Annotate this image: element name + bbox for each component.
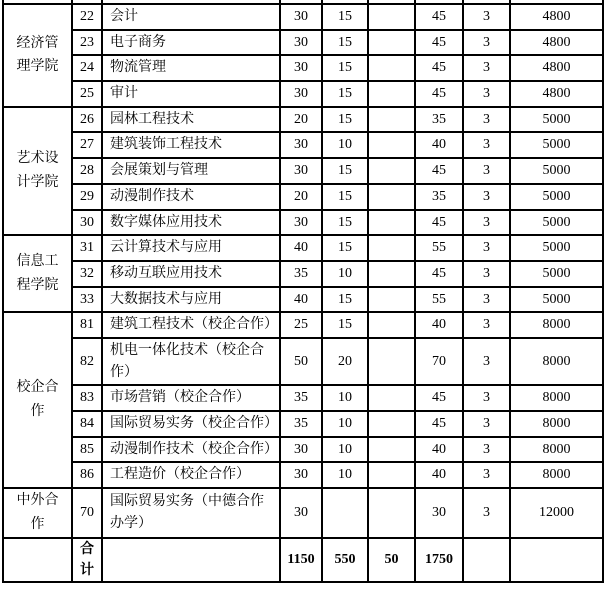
row-total-cell: 45 [415, 30, 463, 56]
plan-c-cell [368, 158, 415, 184]
row-number-cell: 84 [72, 411, 102, 437]
plan-a-cell: 30 [280, 488, 322, 538]
row-total-cell: 40 [415, 462, 463, 488]
row-number-cell: 27 [72, 132, 102, 158]
row-total-cell: 45 [415, 4, 463, 30]
plan-a-cell: 30 [280, 30, 322, 56]
table-row [3, 338, 603, 385]
plan-b-cell: 15 [322, 4, 368, 30]
row-total-cell: 30 [415, 488, 463, 538]
duration-cell: 3 [463, 338, 510, 385]
table-row [3, 158, 603, 184]
table-row [3, 107, 603, 133]
row-number-cell: 32 [72, 261, 102, 287]
row-number-cell: 23 [72, 30, 102, 56]
row-total-cell: 55 [415, 287, 463, 313]
duration-cell: 3 [463, 132, 510, 158]
duration-cell: 3 [463, 30, 510, 56]
plan-a-cell: 20 [280, 107, 322, 133]
table-row [3, 30, 603, 56]
tuition-cell: 8000 [510, 462, 603, 488]
enrollment-plan-table [2, 0, 604, 583]
duration-cell: 3 [463, 4, 510, 30]
plan-b-cell: 10 [322, 437, 368, 463]
row-total-cell: 45 [415, 411, 463, 437]
plan-a-cell: 20 [280, 184, 322, 210]
table-row [3, 55, 603, 81]
plan-b-cell: 10 [322, 462, 368, 488]
row-number-cell: 82 [72, 338, 102, 385]
major-name-cell: 国际贸易实务（中德合作办学） [102, 488, 280, 538]
row-total-cell: 45 [415, 158, 463, 184]
plan-a-cell: 30 [280, 210, 322, 236]
major-name-cell: 移动互联应用技术 [102, 261, 280, 287]
row-number-cell: 26 [72, 107, 102, 133]
table-row [3, 385, 603, 411]
plan-a-cell: 30 [280, 4, 322, 30]
plan-a-cell: 35 [280, 385, 322, 411]
row-total-cell: 35 [415, 107, 463, 133]
duration-cell: 3 [463, 462, 510, 488]
plan-c-cell [368, 338, 415, 385]
table-row [3, 261, 603, 287]
major-name-cell: 云计算技术与应用 [102, 235, 280, 261]
plan-c-cell [368, 411, 415, 437]
tuition-cell: 5000 [510, 210, 603, 236]
plan-b-cell: 15 [322, 210, 368, 236]
plan-c-cell [368, 55, 415, 81]
major-name-cell: 会计 [102, 4, 280, 30]
college-group-cell: 校企合作 [3, 312, 72, 488]
row-total-cell: 45 [415, 261, 463, 287]
major-name-cell: 物流管理 [102, 55, 280, 81]
grand-total-label: 合计 [72, 538, 102, 582]
plan-c-cell [368, 261, 415, 287]
grand-total-plan-c-cell: 50 [368, 538, 415, 582]
plan-a-cell: 50 [280, 338, 322, 385]
college-group-cell-empty [3, 538, 72, 582]
row-number-cell: 81 [72, 312, 102, 338]
major-name-cell [102, 538, 280, 582]
major-name-cell: 电子商务 [102, 30, 280, 56]
row-total-cell: 45 [415, 55, 463, 81]
row-number-cell: 22 [72, 4, 102, 30]
major-name-cell: 建筑装饰工程技术 [102, 132, 280, 158]
tuition-cell: 5000 [510, 107, 603, 133]
major-name-cell: 建筑工程技术（校企合作） [102, 312, 280, 338]
major-name-cell: 工程造价（校企合作） [102, 462, 280, 488]
row-number-cell: 24 [72, 55, 102, 81]
major-name-cell: 国际贸易实务（校企合作） [102, 411, 280, 437]
table-row [3, 132, 603, 158]
plan-a-cell: 40 [280, 235, 322, 261]
plan-b-cell: 15 [322, 235, 368, 261]
plan-c-cell [368, 235, 415, 261]
plan-a-cell: 30 [280, 462, 322, 488]
grand-total-tuition-cell [510, 538, 603, 582]
duration-cell: 3 [463, 55, 510, 81]
tuition-cell: 8000 [510, 312, 603, 338]
row-number-cell: 70 [72, 488, 102, 538]
plan-b-cell: 20 [322, 338, 368, 385]
plan-c-cell [368, 4, 415, 30]
plan-b-cell: 15 [322, 312, 368, 338]
grand-total-plan-b-cell: 550 [322, 538, 368, 582]
duration-cell: 3 [463, 184, 510, 210]
duration-cell: 3 [463, 437, 510, 463]
plan-b-cell: 10 [322, 385, 368, 411]
plan-a-cell: 35 [280, 411, 322, 437]
plan-a-cell: 30 [280, 437, 322, 463]
table-row [3, 81, 603, 107]
plan-c-cell [368, 30, 415, 56]
tuition-cell: 5000 [510, 132, 603, 158]
tuition-cell: 4800 [510, 4, 603, 30]
tuition-cell: 4800 [510, 55, 603, 81]
major-name-cell: 园林工程技术 [102, 107, 280, 133]
table-row [3, 437, 603, 463]
plan-a-cell: 25 [280, 312, 322, 338]
tuition-cell: 8000 [510, 338, 603, 385]
plan-b-cell: 15 [322, 184, 368, 210]
row-number-cell: 25 [72, 81, 102, 107]
grand-total-sum-cell: 1750 [415, 538, 463, 582]
plan-b-cell: 15 [322, 30, 368, 56]
row-number-cell: 86 [72, 462, 102, 488]
major-name-cell: 大数据技术与应用 [102, 287, 280, 313]
row-total-cell: 40 [415, 132, 463, 158]
duration-cell: 3 [463, 385, 510, 411]
duration-cell: 3 [463, 235, 510, 261]
major-name-cell: 市场营销（校企合作） [102, 385, 280, 411]
plan-b-cell [322, 488, 368, 538]
duration-cell: 3 [463, 107, 510, 133]
plan-c-cell [368, 462, 415, 488]
row-number-cell: 85 [72, 437, 102, 463]
row-total-cell: 45 [415, 385, 463, 411]
tuition-cell: 4800 [510, 81, 603, 107]
major-name-cell: 会展策划与管理 [102, 158, 280, 184]
row-number-cell: 29 [72, 184, 102, 210]
plan-b-cell: 15 [322, 55, 368, 81]
plan-b-cell: 15 [322, 107, 368, 133]
table-row [3, 210, 603, 236]
grand-total-row [3, 538, 603, 582]
table-row [3, 235, 603, 261]
tuition-cell: 8000 [510, 411, 603, 437]
plan-c-cell [368, 132, 415, 158]
row-number-cell: 83 [72, 385, 102, 411]
plan-a-cell: 30 [280, 132, 322, 158]
plan-c-cell [368, 287, 415, 313]
tuition-cell: 12000 [510, 488, 603, 538]
tuition-cell: 8000 [510, 437, 603, 463]
duration-cell: 3 [463, 210, 510, 236]
college-group-cell: 中外合作 [3, 488, 72, 538]
tuition-cell: 5000 [510, 235, 603, 261]
plan-c-cell [368, 312, 415, 338]
plan-c-cell [368, 107, 415, 133]
row-number-cell: 30 [72, 210, 102, 236]
tuition-cell: 5000 [510, 287, 603, 313]
plan-a-cell: 40 [280, 287, 322, 313]
major-name-cell: 动漫制作技术 [102, 184, 280, 210]
plan-c-cell [368, 81, 415, 107]
table-body [3, 0, 603, 582]
college-group-cell: 经济管理学院 [3, 4, 72, 107]
row-total-cell: 55 [415, 235, 463, 261]
row-number-cell: 31 [72, 235, 102, 261]
duration-cell: 3 [463, 488, 510, 538]
plan-a-cell: 35 [280, 261, 322, 287]
tuition-cell: 8000 [510, 385, 603, 411]
table-row [3, 4, 603, 30]
table-row [3, 462, 603, 488]
row-total-cell: 40 [415, 437, 463, 463]
duration-cell: 3 [463, 158, 510, 184]
row-total-cell: 45 [415, 210, 463, 236]
plan-c-cell [368, 437, 415, 463]
duration-cell: 3 [463, 261, 510, 287]
table-row [3, 287, 603, 313]
table-row [3, 184, 603, 210]
major-name-cell: 动漫制作技术（校企合作） [102, 437, 280, 463]
plan-b-cell: 10 [322, 132, 368, 158]
grand-total-plan-a-cell: 1150 [280, 538, 322, 582]
table-row [3, 312, 603, 338]
tuition-cell: 5000 [510, 158, 603, 184]
row-total-cell: 40 [415, 312, 463, 338]
plan-a-cell: 30 [280, 55, 322, 81]
plan-b-cell: 15 [322, 287, 368, 313]
table-row [3, 411, 603, 437]
plan-b-cell: 10 [322, 261, 368, 287]
row-total-cell: 45 [415, 81, 463, 107]
grand-total-duration-cell [463, 538, 510, 582]
plan-b-cell: 10 [322, 411, 368, 437]
duration-cell: 3 [463, 287, 510, 313]
row-number-cell: 28 [72, 158, 102, 184]
duration-cell: 3 [463, 81, 510, 107]
duration-cell: 3 [463, 312, 510, 338]
major-name-cell: 数字媒体应用技术 [102, 210, 280, 236]
plan-b-cell: 15 [322, 158, 368, 184]
plan-c-cell [368, 210, 415, 236]
row-number-cell: 33 [72, 287, 102, 313]
tuition-cell: 5000 [510, 184, 603, 210]
tuition-cell: 4800 [510, 30, 603, 56]
plan-b-cell: 15 [322, 81, 368, 107]
table-row [3, 488, 603, 538]
major-name-cell: 审计 [102, 81, 280, 107]
plan-c-cell [368, 184, 415, 210]
duration-cell: 3 [463, 411, 510, 437]
plan-c-cell [368, 488, 415, 538]
row-total-cell: 35 [415, 184, 463, 210]
college-group-cell: 艺术设计学院 [3, 107, 72, 235]
row-total-cell: 70 [415, 338, 463, 385]
major-name-cell: 机电一体化技术（校企合作） [102, 338, 280, 385]
college-group-cell: 信息工程学院 [3, 235, 72, 312]
plan-a-cell: 30 [280, 158, 322, 184]
plan-a-cell: 30 [280, 81, 322, 107]
tuition-cell: 5000 [510, 261, 603, 287]
plan-c-cell [368, 385, 415, 411]
